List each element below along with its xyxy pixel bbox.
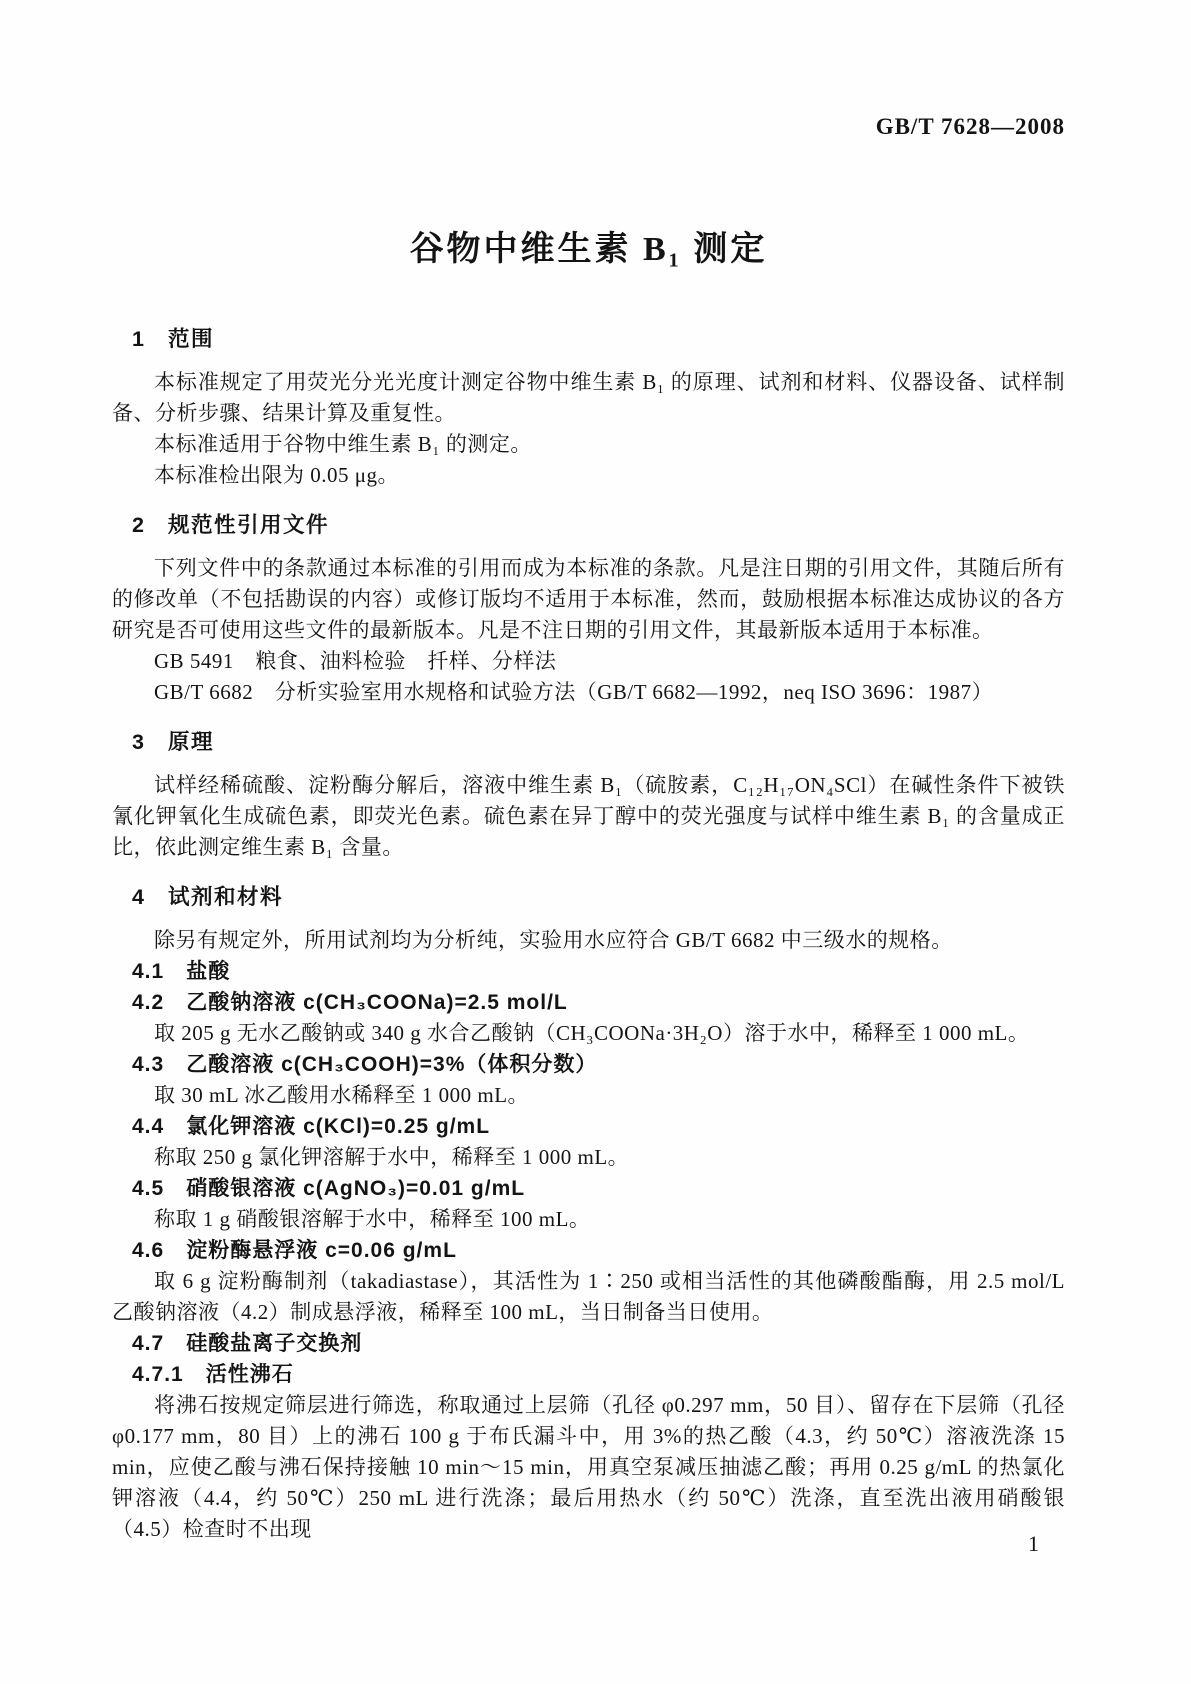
paragraph: 本标准检出限为 0.05 μg。 xyxy=(154,463,400,487)
paragraph: 取 6 g 淀粉酶制剂（takadiastase），其活性为 1∶250 或相当活性的其他磷酸酯酶，用 2.5 mol/L 乙酸钠溶液（4.2）制成悬浮液，稀释至 100 mL，当日制备当日使用。 xyxy=(112,1269,1065,1324)
section-heading-4 xyxy=(112,882,1065,912)
subsection-title: 氯化钾溶液 c(KCl)=0.25 g/mL xyxy=(186,1115,491,1138)
paragraph: 除另有规定外，所用试剂均为分析纯，实验用水应符合 GB/T 6682 中三级水的规格。 xyxy=(154,928,953,952)
subsection-number: 4.1 xyxy=(132,960,165,983)
subsection-title: 硝酸银溶液 c(AgNO₃)=0.01 g/mL xyxy=(186,1177,526,1200)
subsection-heading-4-2 xyxy=(112,987,1065,1018)
paragraph: 称取 250 g 氯化钾溶解于水中，稀释至 1 000 mL。 xyxy=(154,1145,630,1169)
subsection-title: 盐酸 xyxy=(186,960,231,983)
section-reagents-materials xyxy=(112,882,1065,1545)
paragraph: 取 205 g 无水乙酸钠或 340 g 水合乙酸钠（CH₃COONa·3H₂O）溶于水中，稀释至 1 000 mL。 xyxy=(154,1021,1030,1045)
section-heading-2 xyxy=(112,510,1065,540)
subsection-title: 乙酸钠溶液 c(CH₃COONa)=2.5 mol/L xyxy=(186,991,568,1014)
section-heading-3 xyxy=(112,727,1065,757)
section-title: 规范性引用文件 xyxy=(168,513,330,537)
subsection-heading-4-7 xyxy=(112,1328,1065,1359)
section-normative-references xyxy=(112,510,1065,708)
page-content xyxy=(112,0,1065,1545)
subsection-title: 淀粉酶悬浮液 c=0.06 g/mL xyxy=(186,1239,457,1262)
section-number: 2 xyxy=(132,513,146,537)
subsection-number: 4.7.1 xyxy=(132,1363,184,1386)
standard-code: GB/T 7628—2008 xyxy=(875,114,1065,139)
section-number: 3 xyxy=(132,730,146,754)
subsection-number: 4.2 xyxy=(132,991,165,1014)
section-number: 4 xyxy=(132,885,146,909)
subsection-number: 4.3 xyxy=(132,1053,165,1076)
section-scope xyxy=(112,324,1065,491)
subsection-heading-4-4 xyxy=(112,1111,1065,1142)
section-heading-1 xyxy=(112,324,1065,354)
paragraph: 下列文件中的条款通过本标准的引用而成为本标准的条款。凡是注日期的引用文件，其随后所有的修改单（不包括勘误的内容）或修订版均不适用于本标准，然而，鼓励根据本标准达成协议的各方研究是否可使用这些文件的最新版本。凡是不注日期的引用文件，其最新版本适用于本标准。 xyxy=(112,556,1065,642)
subsection-number: 4.4 xyxy=(132,1115,165,1138)
paragraph: 取 30 mL 冰乙酸用水稀释至 1 000 mL。 xyxy=(154,1083,530,1107)
subsection-heading-4-5 xyxy=(112,1173,1065,1204)
paragraph: 试样经稀硫酸、淀粉酶分解后，溶液中维生素 B₁（硫胺素，C₁₂H₁₇ON₄SCl）在碱性条件下被铁氰化钾氧化生成硫色素，即荧光色素。硫色素在异丁醇中的荧光强度与试样中维生素 B₁ 的含量成正比，依此测定维生素 B₁ 含量。 xyxy=(112,773,1065,859)
subsection-title: 活性沸石 xyxy=(205,1363,294,1386)
paragraph: 本标准规定了用荧光分光光度计测定谷物中维生素 B₁ 的原理、试剂和材料、仪器设备、试样制备、分析步骤、结果计算及重复性。 xyxy=(112,370,1065,425)
subsection-heading-4-1 xyxy=(112,956,1065,987)
subsection-heading-4-3 xyxy=(112,1049,1065,1080)
section-principle xyxy=(112,727,1065,863)
paragraph: 将沸石按规定筛层进行筛选，称取通过上层筛（孔径 φ0.297 mm，50 目）、留存在下层筛（孔径 φ0.177 mm，80 目）上的沸石 100 g 于布氏漏斗中，用 3%的热乙酸（4.3，约 50℃）溶液洗涤 15 min，应使乙酸与沸石保持接触 10 min～15 min，用真空泵减压抽滤乙酸；再用 0.25 g/mL 的热氯化钾溶液（4.4，约 50℃）250 mL 进行洗涤；最后用热水（约 50℃）洗涤，直至洗出液用硝酸银（4.5）检查时不出现 xyxy=(112,1393,1065,1541)
subsection-heading-4-6 xyxy=(112,1235,1065,1266)
subsection-number: 4.5 xyxy=(132,1177,165,1200)
subsection-number: 4.7 xyxy=(132,1332,165,1355)
paragraph: 本标准适用于谷物中维生素 B₁ 的测定。 xyxy=(154,432,532,456)
subsection-title: 硅酸盐离子交换剂 xyxy=(186,1332,363,1355)
reference-item: GB 5491 粮食、油料检验 扦样、分样法 xyxy=(154,649,557,673)
section-title: 原理 xyxy=(168,730,215,754)
section-number: 1 xyxy=(132,327,146,351)
subsection-number: 4.6 xyxy=(132,1239,165,1262)
subsection-title: 乙酸溶液 c(CH₃COOH)=3%（体积分数） xyxy=(186,1053,598,1076)
document-title: 谷物中维生素 B₁ 测定 xyxy=(409,231,768,268)
reference-item: GB/T 6682 分析实验室用水规格和试验方法（GB/T 6682—1992，neq ISO 3696：1987） xyxy=(154,680,994,704)
subsection-heading-4-7-1 xyxy=(112,1359,1065,1390)
section-title: 范围 xyxy=(168,327,215,351)
section-title: 试剂和材料 xyxy=(168,885,284,909)
paragraph: 称取 1 g 硝酸银溶解于水中，稀释至 100 mL。 xyxy=(154,1207,591,1231)
page-number: 1 xyxy=(1028,1531,1039,1556)
